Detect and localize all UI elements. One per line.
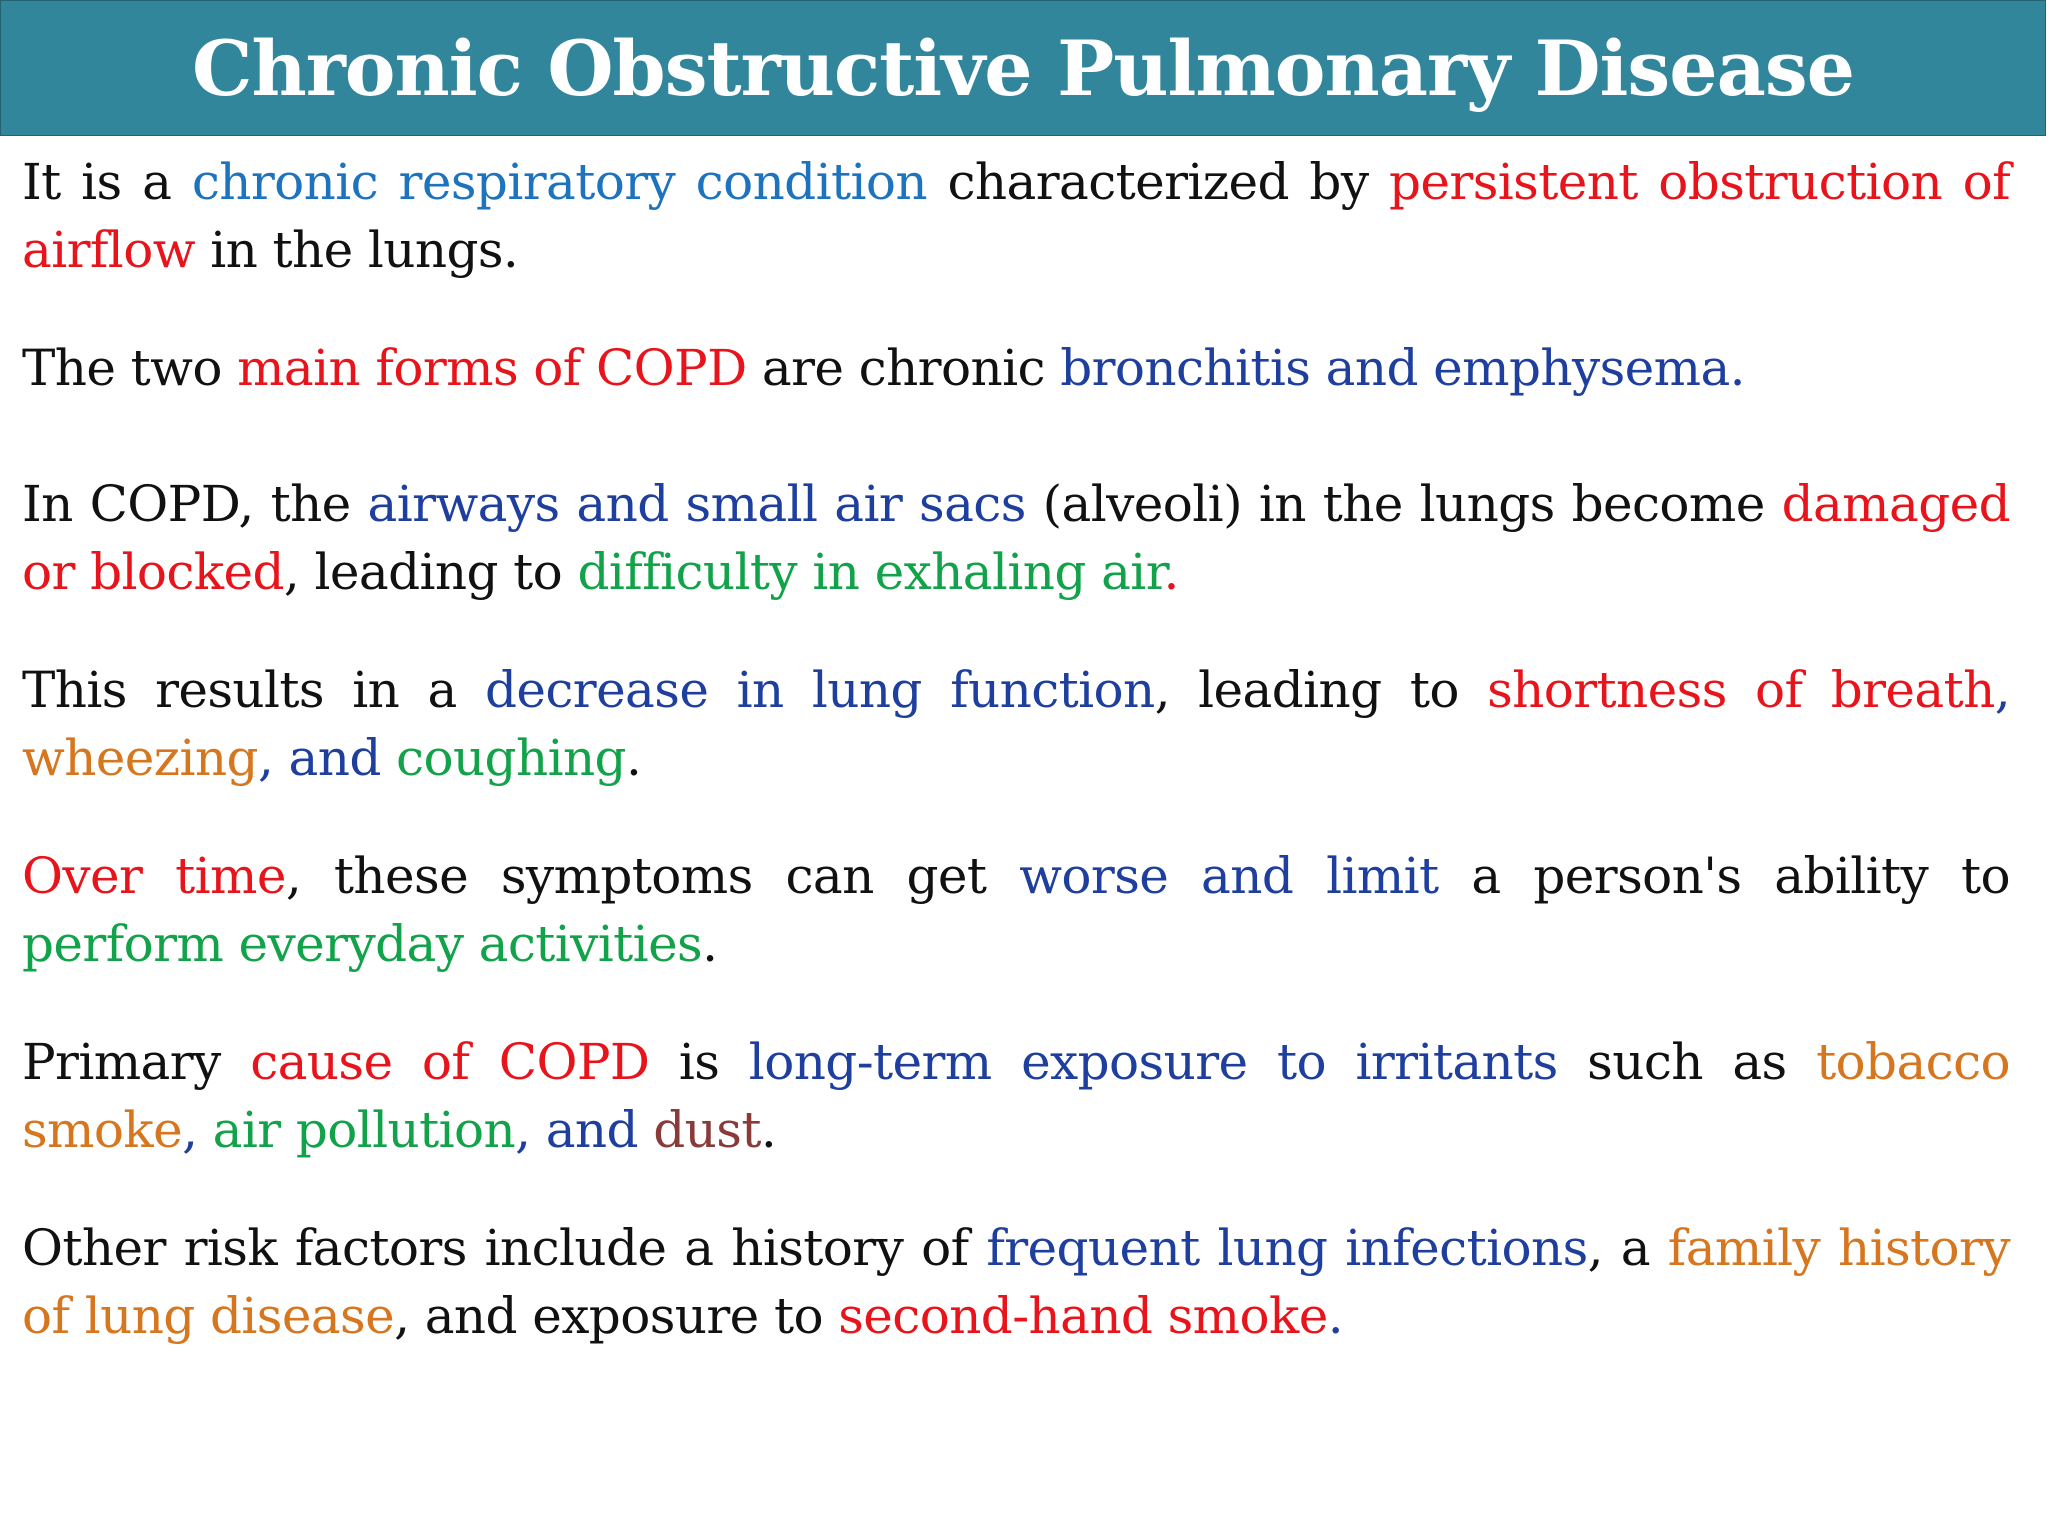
text-segment: , and <box>515 1101 654 1159</box>
text-segment: long-term exposure to irritants <box>748 1033 1558 1091</box>
paragraph-airways <box>22 470 2010 606</box>
text-segment: airways and small air sacs <box>367 475 1026 533</box>
text-segment: perform everyday activities <box>22 915 703 973</box>
text-segment: coughing <box>396 729 626 787</box>
paragraph-risk-factors <box>22 1214 2010 1350</box>
text-segment: This results in a <box>22 661 485 719</box>
text-segment: a person's ability to <box>1438 847 2010 905</box>
text-segment: are chronic <box>746 339 1061 397</box>
text-segment: , a <box>1587 1219 1668 1277</box>
text-segment: It is a <box>22 153 192 211</box>
title-bar <box>0 0 2046 136</box>
text-segment: chronic respiratory condition <box>191 153 927 211</box>
text-segment: . <box>702 915 718 973</box>
text-segment: frequent lung infections <box>986 1219 1588 1277</box>
text-segment: Over time <box>22 847 286 905</box>
paragraph-definition <box>22 148 2010 284</box>
text-segment: . <box>1163 543 1179 601</box>
text-segment: , leading to <box>1154 661 1488 719</box>
text-segment: , leading to <box>283 543 578 601</box>
text-segment: family history of lung disease <box>22 1219 2010 1345</box>
page-title: Chronic Obstructive Pulmonary Disease <box>192 23 1854 113</box>
text-segment: decrease in lung function <box>484 661 1155 719</box>
text-segment: , <box>1994 661 2010 719</box>
text-segment: . <box>625 729 642 787</box>
paragraph-primary-cause <box>22 1028 2010 1164</box>
text-segment: Other risk factors include a history of <box>22 1219 987 1277</box>
text-segment: , <box>182 1101 213 1159</box>
text-segment: wheezing <box>22 729 258 787</box>
text-segment: cause of COPD <box>250 1033 650 1091</box>
text-segment: persistent obstruction of airflow <box>22 153 2010 279</box>
text-segment: , and <box>257 729 397 787</box>
text-segment: such as <box>1557 1033 1817 1091</box>
text-segment: The two <box>22 339 238 397</box>
text-segment: main forms of COPD <box>237 339 747 397</box>
text-segment: second-hand smoke <box>838 1287 1328 1345</box>
text-segment: damaged or blocked <box>22 475 2011 601</box>
text-segment: , these symptoms can get <box>285 847 1020 905</box>
paragraph-over-time <box>22 842 2010 978</box>
text-segment: air pollution <box>212 1101 516 1159</box>
text-segment: shortness of breath <box>1487 661 1995 719</box>
text-segment: in the lungs. <box>194 221 519 279</box>
text-segment: dust <box>653 1101 761 1159</box>
text-segment: . <box>760 1101 777 1159</box>
text-segment: , and exposure to <box>394 1287 839 1345</box>
paragraph-lung-function <box>22 656 2010 792</box>
text-segment: (alveoli) in the lungs become <box>1025 475 1782 533</box>
paragraph-main-forms <box>22 334 2010 402</box>
text-segment: bronchitis and emphysema. <box>1060 339 1745 397</box>
text-segment: In COPD, the <box>22 475 368 533</box>
text-segment: tobacco smoke <box>22 1033 2010 1159</box>
text-segment: . <box>1327 1287 1343 1345</box>
content-body <box>22 148 2010 1350</box>
text-segment: is <box>649 1033 749 1091</box>
text-segment: worse and limit <box>1019 847 1439 905</box>
text-segment: characterized by <box>926 153 1389 211</box>
text-segment: difficulty in exhaling air <box>577 543 1164 601</box>
text-segment: Primary <box>22 1033 251 1091</box>
